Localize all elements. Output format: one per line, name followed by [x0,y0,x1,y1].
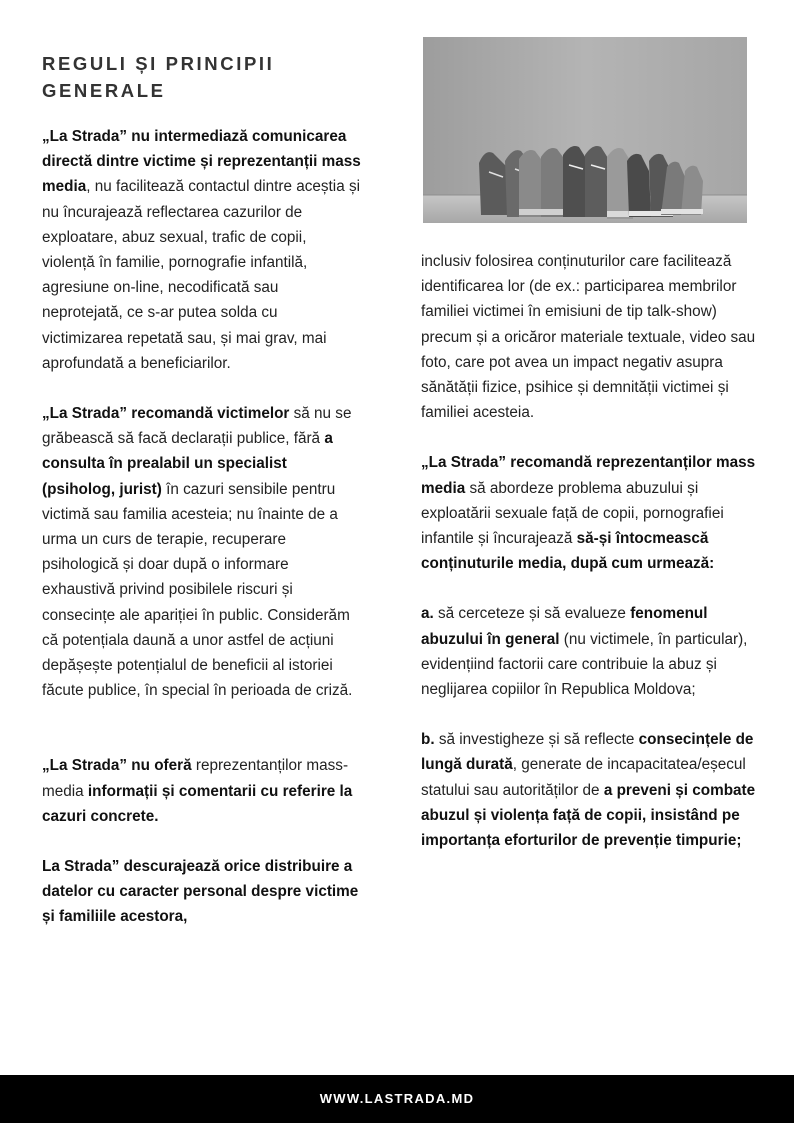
bold-text: să-și întocmească conținuturile media, după cum urmează: [421,530,715,573]
page-title [42,50,362,104]
title-line-1: REGULI ȘI PRINCIPII [42,53,275,75]
body-text: reprezentanților mass-media [42,757,349,800]
bold-text: a consulta în prealabil un specialist (psiholog, jurist) [42,430,333,498]
body-text: , nu facilitează contactul dintre aceștia și nu încurajează reflectarea cazurilor de exploatare, abuz sexual, trafic de copii, violență în familie, pornografie infantilă, agresiune on-line, necodificată sau neprotejată, ce s-ar putea solda cu victimizarea repetată sau, și mai grav, mai aprofundată a beneficiarilor. [42,178,361,372]
paragraph-data-distribution [42,854,362,930]
bold-text: „La Strada” nu intermediază comunicarea directă dintre victime și reprezentanții mass media [42,128,361,196]
list-marker: b. [421,731,435,749]
right-column [421,249,756,853]
body-text: în cazuri sensibile pentru victimă sau familia acesteia; nu înainte de a urma un curs de terapie, recuperare psihologică și doar după o informare exhaustivă privind posibilele riscuri și consecințe ale apariției în public. Considerăm că potențiala daună a unor astfel de acțiuni depășește potențialul de beneficii al istoriei făcute publice, în special în perioada de criză. [42,480,353,700]
shoes-photo [423,37,747,223]
body-text: , generate de incapacitatea/eșecul statului sau autorităților de [421,756,746,799]
bold-text: La Strada” descurajează orice distribuire a datelor cu caracter personal despre victime și familiile acestora, [42,858,359,926]
bold-text: „La Strada” recomandă reprezentanților mass media [421,454,756,497]
shoes-photo-image [423,37,747,223]
paragraph-intermediation [42,124,362,376]
title-line-2: GENERALE [42,80,166,102]
bold-text: a preveni și combate abuzul și violența față de copii, insistând pe importanța eforturilor de prevenție timpurie; [421,781,756,850]
body-text: să abordeze problema abuzului și exploatării sexuale față de copii, pornografiei infantile și încurajează [421,479,724,548]
paragraph-media-recommendation [421,450,756,576]
body-text: să cerceteze și să evalueze [433,605,631,623]
list-item-a [421,601,756,702]
paragraph-victims-recommendation [42,401,362,703]
body-text: să investigheze și să reflecte [434,731,639,749]
paragraph-content-identification [421,249,756,425]
left-column [42,124,362,930]
body-text: inclusiv folosirea conținuturilor care facilitează identificarea lor (de ex.: participarea membrilor familiei victimei în emisiuni de tip talk-show) precum și a oricăror materiale textuale, video sau foto, care pot avea un impact negativ asupra sănătății fizice, psihice și demnității victimei și familiei acesteia. [421,253,756,422]
shoe-pair-2 [519,148,569,217]
shoe-pair-3 [563,146,611,217]
bold-text: fenomenul abuzului în general [421,605,708,648]
body-text: să nu se grăbească să facă declarații publice, fără [42,405,352,448]
body-text: (nu victimele, în particular), evidențiind factorii care contribuie la abuz și neglijarea copiilor în Republica Moldova; [421,630,748,699]
list-item-b [421,727,756,853]
bold-text: „La Strada” recomandă victimelor [42,405,290,423]
bold-text: „La Strada” nu oferă [42,757,192,775]
bold-text: consecințele de lungă durată [421,731,754,774]
bold-text: informații și comentarii cu referire la cazuri concrete. [42,782,353,825]
footer-bar [0,1075,794,1123]
list-marker: a. [421,605,434,623]
paragraph-no-information [42,753,362,829]
website-link[interactable]: WWW.LASTRADA.MD [319,1091,475,1106]
